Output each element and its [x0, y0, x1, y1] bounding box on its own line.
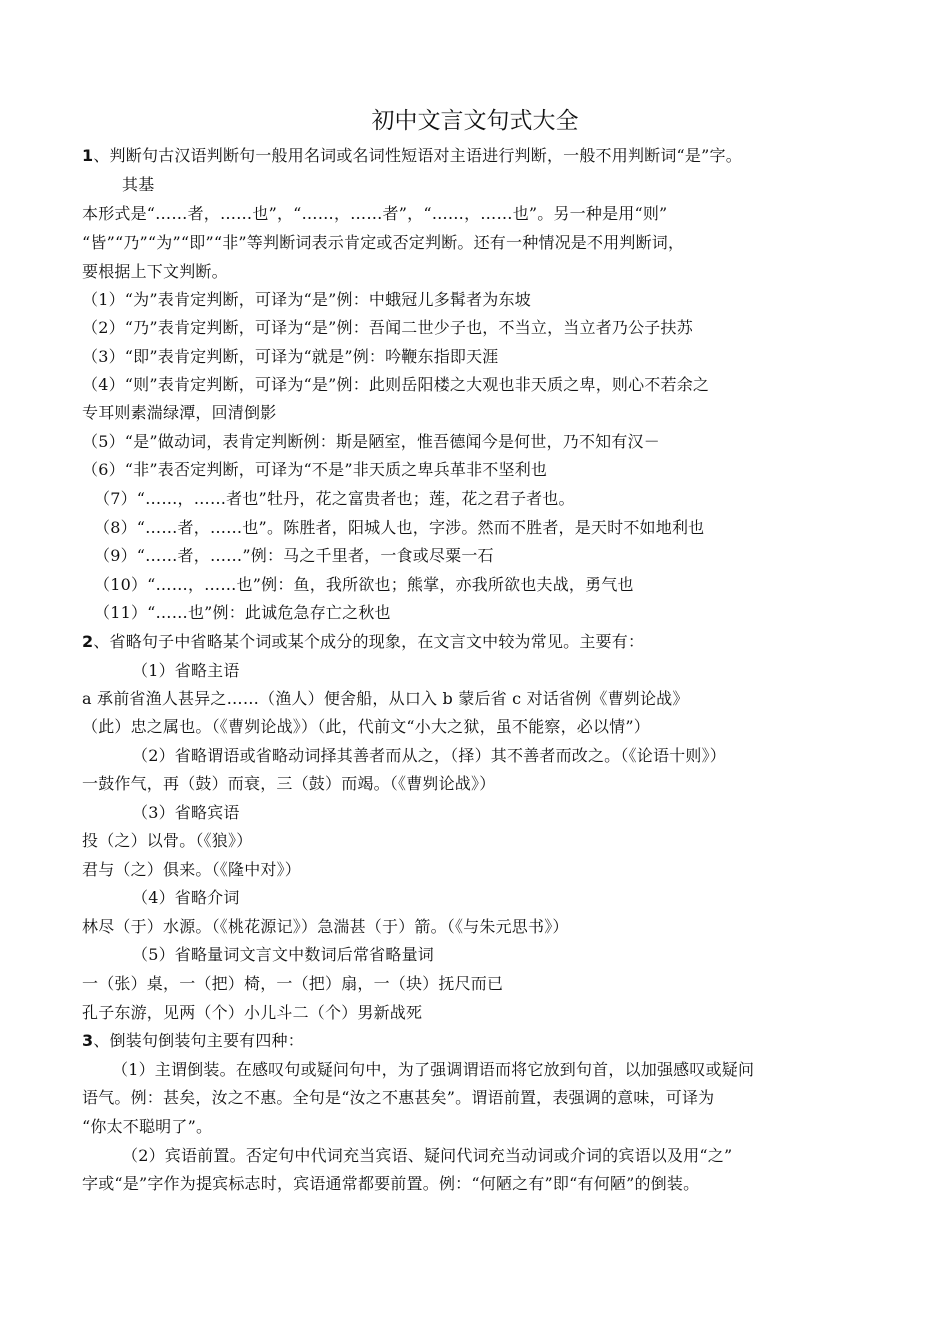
text-line: “皆”“乃”“为”“即”“非”等判断词表示肯定或否定判断。还有一种情况是不用判断词， — [82, 233, 685, 252]
text-line: （2）宾语前置。否定句中代词充当宾语、疑问代词充当动词或介词的宾语以及用“之” — [122, 1146, 733, 1165]
list-item: （8）“……者，……也”。陈胜者，阳城人也，字涉。然而不胜者，是天时不如地利也 — [94, 518, 705, 537]
text-line: “你太不聪明了”。 — [82, 1117, 213, 1136]
list-item: （7）“……，……者也”牡丹，花之富贵者也；莲，花之君子者也。 — [94, 489, 575, 508]
section-2-heading: 2、省略句子中省略某个词或某个成分的现象，在文言文中较为常见。主要有： — [82, 632, 645, 651]
text-line: 其基 — [122, 175, 155, 194]
text-line: 君与（之）俱来。（《隆中对》） — [82, 860, 302, 879]
subheading: （1）省略主语 — [132, 661, 240, 680]
list-item: （9）“……者，……”例：马之千里者，一食或尽粟一石 — [94, 546, 494, 565]
list-item: （2）“乃”表肯定判断，可译为“是”例：吾闻二世少子也，不当立，当立者乃公子扶苏 — [82, 318, 693, 337]
section-1-heading: 1、判断句古汉语判断句一般用名词或名词性短语对主语进行判断，一般不用判断词“是”字。 — [82, 146, 742, 165]
subheading: （4）省略介词 — [132, 888, 240, 907]
text-line: 要根据上下文判断。 — [82, 262, 228, 281]
text-line: 孔子东游，见两（个）小儿斗二（个）男新战死 — [82, 1003, 423, 1022]
list-item: （5）“是”做动词，表肯定判断例：斯是陋室，惟吾德闻今是何世，乃不知有汉－ — [82, 432, 660, 451]
list-item: （4）“则”表肯定判断，可译为“是”例：此则岳阳楼之大观也非天质之卑，则心不若余之 — [82, 375, 710, 394]
text-line: 语气。例：甚矣，汝之不惠。全句是“汝之不惠甚矣”。谓语前置，表强调的意味，可译为 — [82, 1088, 715, 1107]
text-line: 投（之）以骨。（《狼》） — [82, 831, 253, 850]
text-line: 专耳则素湍绿潭，回清倒影 — [82, 403, 277, 422]
subheading: （2）省略谓语或省略动词择其善者而从之，（择）其不善者而改之。（《论语十则》） — [132, 746, 726, 765]
section-number: 3 — [82, 1031, 94, 1050]
section-number: 1 — [82, 146, 94, 165]
text-line: 本形式是“……者，……也”，“……，……者”，“……，……也”。另一种是用“则” — [82, 204, 668, 223]
list-item: （10）“……，……也”例：鱼，我所欲也；熊掌，亦我所欲也夫战，勇气也 — [94, 575, 634, 594]
subheading: （5）省略量词文言文中数词后常省略量词 — [132, 945, 434, 964]
text-line: 一鼓作气，再（鼓）而衰，三（鼓）而竭。（《曹刿论战》） — [82, 774, 496, 793]
section-number: 2 — [82, 632, 94, 651]
list-item: （1）“为”表肯定判断，可译为“是”例：中蛾冠儿多髯者为东坡 — [82, 290, 531, 309]
text-line: 林尽（于）水源。（《桃花源记》）急湍甚（于）箭。（《与朱元思书》） — [82, 917, 569, 936]
document-title: 初中文言文句式大全 — [371, 108, 579, 134]
list-item: （6）“非”表否定判断，可译为“不是”非天质之卑兵革非不坚利也 — [82, 460, 548, 479]
text-line: 字或“是”字作为提宾标志时，宾语通常都要前置。例：“何陋之有”即“有何陋”的倒装。 — [82, 1174, 700, 1193]
text-line: （1）主谓倒装。在感叹句或疑问句中，为了强调谓语而将它放到句首，以加强感叹或疑问 — [112, 1060, 755, 1079]
subheading: （3）省略宾语 — [132, 803, 240, 822]
text-line: a 承前省渔人甚异之……（渔人）便舍船，从口入 b 蒙后省 c 对话省例《曹刿论战》 — [82, 689, 689, 708]
list-item: （3）“即”表肯定判断，可译为“就是”例：吟鞭东指即天涯 — [82, 347, 499, 366]
text-line: 一（张）桌，一（把）椅，一（把）扇，一（块）抚尺而已 — [82, 974, 504, 993]
list-item: （11）“……也”例：此诚危急存亡之秋也 — [94, 603, 391, 622]
section-3-heading: 3、倒装句倒装句主要有四种： — [82, 1031, 304, 1050]
text-line: （此）忠之属也。（《曹刿论战》）（此，代前文“小大之狱，虽不能察，必以情”） — [82, 717, 650, 736]
